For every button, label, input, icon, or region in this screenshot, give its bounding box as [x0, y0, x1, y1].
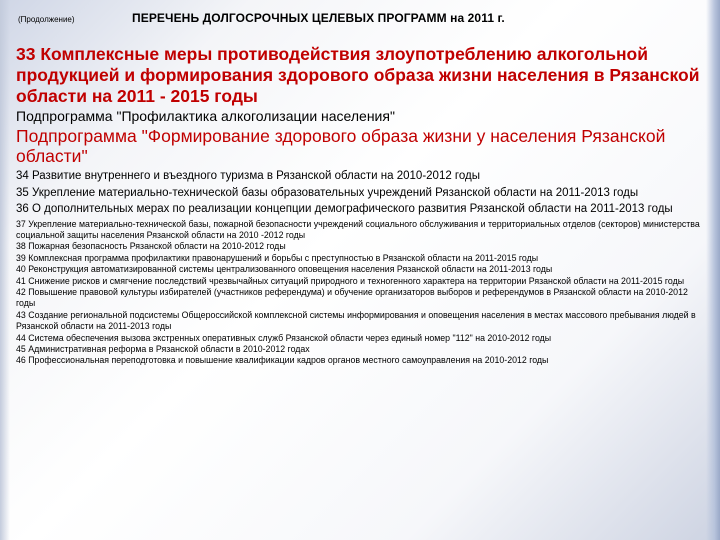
header: [16, 8, 702, 36]
slide-right-edge: [706, 0, 720, 540]
subprogram-healthy-lifestyle: Подпрограмма "Формирование здорового образа жизни у населения Рязанской области": [16, 126, 666, 166]
list-item: 43 Создание региональной подсистемы Общероссийской комплексной системы информирования и оповещения населения в местах массового пребывания людей в Рязанской области на 2011-2013 годы: [16, 309, 696, 332]
program-heading: 33 Комплексные меры противодействия злоупотреблению алкогольной продукцией и формирования здорового образа жизни населения в Рязанской области на 2011 - 2015 годы: [16, 44, 700, 106]
list-item: 41 Снижение рисков и смягчение последствий чрезвычайных ситуаций природного и техногенного характера на территории Рязанской области на 2011-2015 годы: [16, 275, 685, 286]
list-item: 44 Система обеспечения вызова экстренных оперативных служб Рязанской области через единый номер "112" на 2010-2012 годы: [16, 332, 552, 343]
list-item: 45 Административная реформа в Рязанской области в 2010-2012 годах: [16, 343, 310, 354]
subprogram-alcohol-prevention: Подпрограмма "Профилактика алкоголизации населения": [16, 108, 395, 124]
slide-content: [16, 8, 702, 367]
slide-left-edge: [0, 0, 10, 540]
program-list-medium: [16, 168, 702, 218]
list-item: 34 Развитие внутреннего и въездного туризма в Рязанской области на 2010-2012 годы: [16, 170, 480, 182]
list-item: 46 Профессиональная переподготовка и повышение квалификации кадров органов местного самоуправления на 2010-2012 годы: [16, 355, 549, 366]
list-item: 36 О дополнительных мерах по реализации концепции демографического развития Рязанской области на 2011-2013 годы: [16, 203, 673, 215]
list-item: 35 Укрепление материально-технической базы образовательных учреждений Рязанской области на 2011-2013 годы: [16, 186, 639, 199]
page-title: ПЕРЕЧЕНЬ ДОЛГОСРОЧНЫХ ЦЕЛЕВЫХ ПРОГРАММ на 2011 г.: [132, 11, 505, 25]
continued-label: (Продолжение): [18, 15, 75, 24]
program-list-small: [16, 219, 702, 367]
list-item: 38 Пожарная безопасность Рязанской области на 2010-2012 годы: [16, 241, 286, 252]
list-item: 37 Укрепление материально-технической базы, пожарной безопасности учреждений социального обслуживания и территориальных отделов (секторов) министерства социальной защиты населения Рязанской области на 2010 -2012 годы: [16, 218, 700, 240]
list-item: 40 Реконструкция автоматизированной системы централизованного оповещения населения Рязанской области на 2011-2013 годы: [16, 264, 553, 275]
list-item: 39 Комплексная программа профилактики правонарушений и борьбы с преступностью в Рязанской области на 2011-2015 годы: [16, 252, 539, 263]
list-item: 42 Повышение правовой культуры избирателей (участников референдума) и обучение организаторов выборов и референдумов в Рязанской области на 2010-2012 годы: [16, 286, 688, 309]
